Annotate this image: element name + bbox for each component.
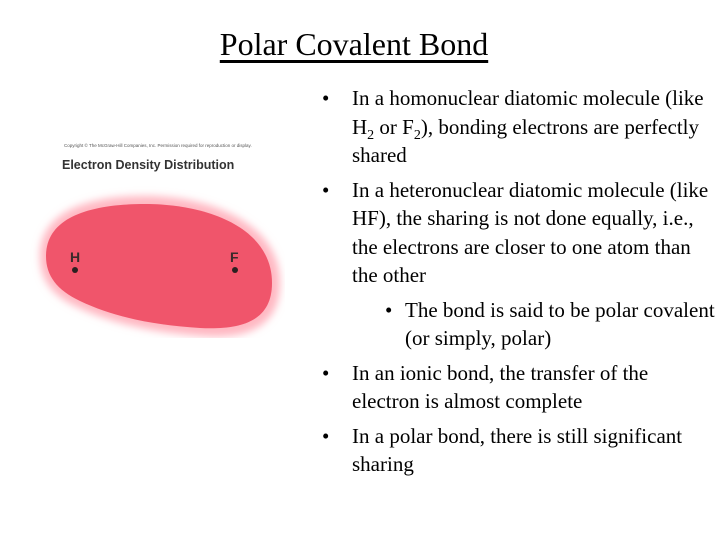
bullet-list — [322, 84, 717, 485]
figure-title: Electron Density Distribution — [62, 158, 235, 172]
bullet-item: • In a homonuclear diatomic molecule (like $H_2$ or $F_2$), bonding electrons are perfectly shared — [322, 84, 717, 170]
slide-title: Polar Covalent Bond — [219, 26, 489, 62]
bullet-item: • In an ionic bond, the transfer of the electron is almost complete — [322, 359, 717, 416]
atom-label-f: F — [230, 249, 239, 265]
sub-bullet-item: • The bond is said to be polar covalent (or simply, polar) — [385, 296, 717, 353]
bullet-item: • In a heteronuclear diatomic molecule (like HF), the sharing is not done equally, i.e., the electrons are closer to one atom than the other — [322, 176, 717, 290]
atom-dot-f — [232, 267, 238, 273]
figure-copyright: Copyright © The McGraw-Hill Companies, Inc. Permission required for reproduction or display. — [64, 143, 252, 148]
atom-dot-h — [72, 267, 78, 273]
bullet-item: • In a polar bond, there is still significant sharing — [322, 422, 717, 479]
electron-cloud — [30, 178, 285, 338]
electron-density-figure — [30, 138, 285, 338]
atom-label-h: H — [70, 249, 81, 265]
